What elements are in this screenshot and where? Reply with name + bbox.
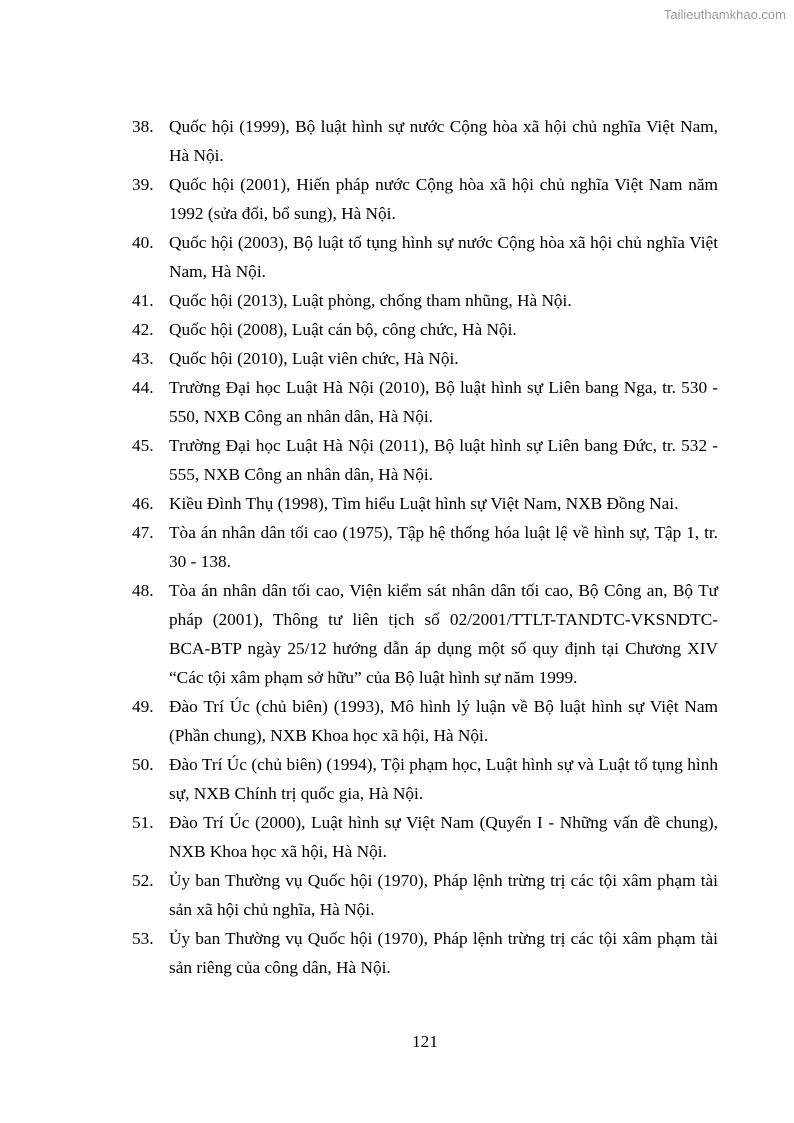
reference-number: 38.: [132, 117, 154, 136]
list-item: [132, 489, 718, 518]
list-item: [132, 924, 718, 982]
reference-number: 39.: [132, 175, 154, 194]
page-number: 121: [412, 1032, 438, 1051]
reference-text: Ủy ban Thường vụ Quốc hội (1970), Pháp lệnh trừng trị các tội xâm phạm tài sản xã hội chủ nghĩa, Hà Nội.: [169, 871, 718, 919]
reference-number: 43.: [132, 349, 154, 368]
list-item: [132, 692, 718, 750]
reference-number: 51.: [132, 813, 154, 832]
list-item: [132, 315, 718, 344]
reference-number: 46.: [132, 494, 154, 513]
reference-text: Quốc hội (2008), Luật cán bộ, công chức, Hà Nội.: [169, 320, 517, 339]
reference-list: [132, 112, 718, 982]
list-item: [132, 808, 718, 866]
reference-text: Đào Trí Úc (2000), Luật hình sự Việt Nam (Quyển I - Những vấn đề chung), NXB Khoa học xã hội, Hà Nội.: [169, 813, 718, 861]
reference-number: 53.: [132, 929, 154, 948]
reference-text: Kiều Đình Thụ (1998), Tìm hiểu Luật hình sự Việt Nam, NXB Đồng Nai.: [169, 494, 679, 513]
reference-text: Quốc hội (2001), Hiến pháp nước Cộng hòa xã hội chủ nghĩa Việt Nam năm 1992 (sửa đổi, bổ sung), Hà Nội.: [169, 175, 718, 223]
reference-text: Quốc hội (2013), Luật phòng, chống tham nhũng, Hà Nội.: [169, 291, 572, 310]
reference-text: Tòa án nhân dân tối cao (1975), Tập hệ thống hóa luật lệ về hình sự, Tập 1, tr. 30 - 138.: [169, 523, 718, 571]
reference-number: 52.: [132, 871, 154, 890]
watermark: Tailieuthamkhao.com: [663, 7, 786, 22]
reference-number: 41.: [132, 291, 154, 310]
reference-text: Quốc hội (2003), Bộ luật tố tụng hình sự nước Cộng hòa xã hội chủ nghĩa Việt Nam, Hà Nội.: [169, 233, 718, 281]
list-item: [132, 112, 718, 170]
list-item: [132, 518, 718, 576]
reference-text: Trường Đại học Luật Hà Nội (2010), Bộ luật hình sự Liên bang Nga, tr. 530 - 550, NXB Công an nhân dân, Hà Nội.: [169, 378, 718, 426]
list-item: [132, 170, 718, 228]
list-item: [132, 750, 718, 808]
reference-text: Đào Trí Úc (chủ biên) (1994), Tội phạm học, Luật hình sự và Luật tố tụng hình sự, NXB Chính trị quốc gia, Hà Nội.: [169, 755, 718, 803]
reference-number: 47.: [132, 523, 154, 542]
reference-number: 44.: [132, 378, 154, 397]
reference-text: Trường Đại học Luật Hà Nội (2011), Bộ luật hình sự Liên bang Đức, tr. 532 - 555, NXB Công an nhân dân, Hà Nội.: [169, 436, 718, 484]
reference-number: 48.: [132, 581, 154, 600]
list-item: [132, 373, 718, 431]
list-item: [132, 228, 718, 286]
reference-text: Đào Trí Úc (chủ biên) (1993), Mô hình lý luận về Bộ luật hình sự Việt Nam (Phần chung), NXB Khoa học xã hội, Hà Nội.: [169, 697, 718, 745]
reference-text: Quốc hội (2010), Luật viên chức, Hà Nội.: [169, 349, 459, 368]
list-item: [132, 576, 718, 692]
list-item: [132, 866, 718, 924]
reference-number: 42.: [132, 320, 154, 339]
reference-number: 40.: [132, 233, 154, 252]
reference-text: Ủy ban Thường vụ Quốc hội (1970), Pháp lệnh trừng trị các tội xâm phạm tài sản riêng của công dân, Hà Nội.: [169, 929, 718, 977]
list-item: [132, 344, 718, 373]
reference-text: Tòa án nhân dân tối cao, Viện kiểm sát nhân dân tối cao, Bộ Công an, Bộ Tư pháp (2001), Thông tư liên tịch số 02/2001/TTLT-TANDTC-VKSNDTC-BCA-BTP ngày 25/12 hướng dẫn áp dụng một số quy định tại Chương XIV “Các tội xâm phạm sở hữu” của Bộ luật hình sự năm 1999.: [169, 581, 718, 687]
reference-number: 50.: [132, 755, 154, 774]
reference-number: 49.: [132, 697, 154, 716]
list-item: [132, 431, 718, 489]
reference-number: 45.: [132, 436, 154, 455]
list-item: [132, 286, 718, 315]
reference-text: Quốc hội (1999), Bộ luật hình sự nước Cộng hòa xã hội chủ nghĩa Việt Nam, Hà Nội.: [169, 117, 718, 165]
